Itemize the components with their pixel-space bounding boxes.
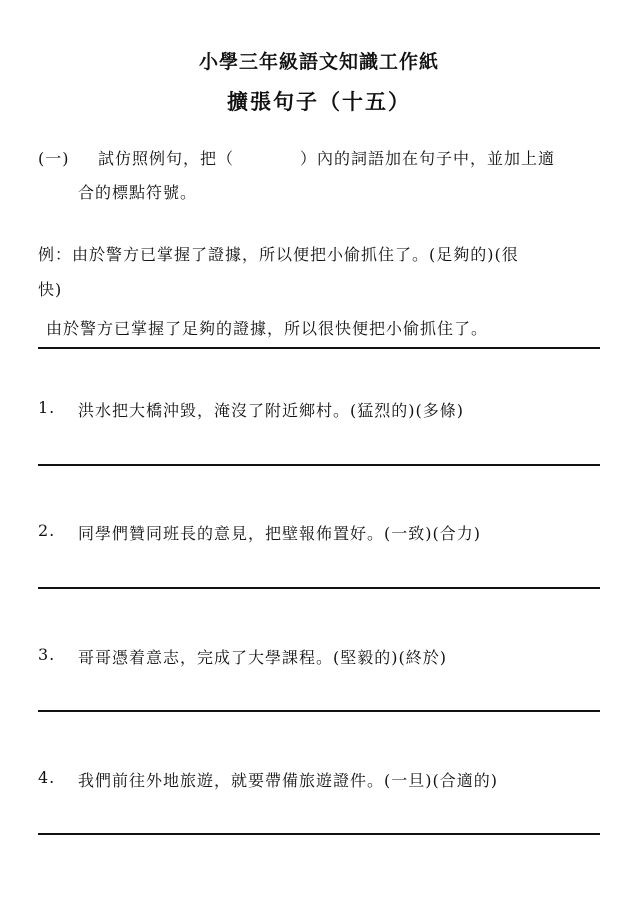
- example-line-2: 快): [38, 280, 63, 299]
- question-2-number: 2.: [38, 521, 56, 540]
- question-1-text: 洪水把大橋沖毀，淹沒了附近鄉村。(猛烈的)(多條): [78, 401, 464, 420]
- question-3-answer-line[interactable]: [38, 710, 600, 712]
- question-4-number: 4.: [38, 768, 56, 787]
- worksheet-title: 小學三年級語文知識工作紙: [198, 51, 439, 73]
- question-4-answer-line[interactable]: [38, 833, 600, 835]
- instruction-text-before: 試仿照例句，把（: [98, 149, 235, 168]
- question-1-answer-line[interactable]: [38, 464, 600, 466]
- example-answer-line: [38, 347, 600, 349]
- question-2-answer-line[interactable]: [38, 587, 600, 589]
- example-line-1: 例：由於警方已掌握了證據，所以便把小偷抓住了。(足夠的)(很: [38, 245, 519, 264]
- example-answer: 由於警方已掌握了足夠的證據，所以很快便把小偷抓住了。: [46, 319, 489, 338]
- question-1-number: 1.: [38, 398, 56, 417]
- question-2-text: 同學們贊同班長的意見，把壁報佈置好。(一致)(合力): [78, 524, 481, 543]
- instruction-number: (一): [38, 149, 70, 168]
- question-3-number: 3.: [38, 645, 56, 664]
- question-4-text: 我們前往外地旅遊，就要帶備旅遊證件。(一旦)(合適的): [78, 771, 498, 790]
- instruction-text-after: ）內的詞語加在句子中，並加上適: [300, 149, 556, 168]
- worksheet-subtitle: 擴張句子（十五）: [227, 89, 411, 114]
- instruction-line-2: 合的標點符號。: [78, 183, 198, 202]
- question-3-text: 哥哥憑着意志，完成了大學課程。(堅毅的)(終於): [78, 648, 447, 667]
